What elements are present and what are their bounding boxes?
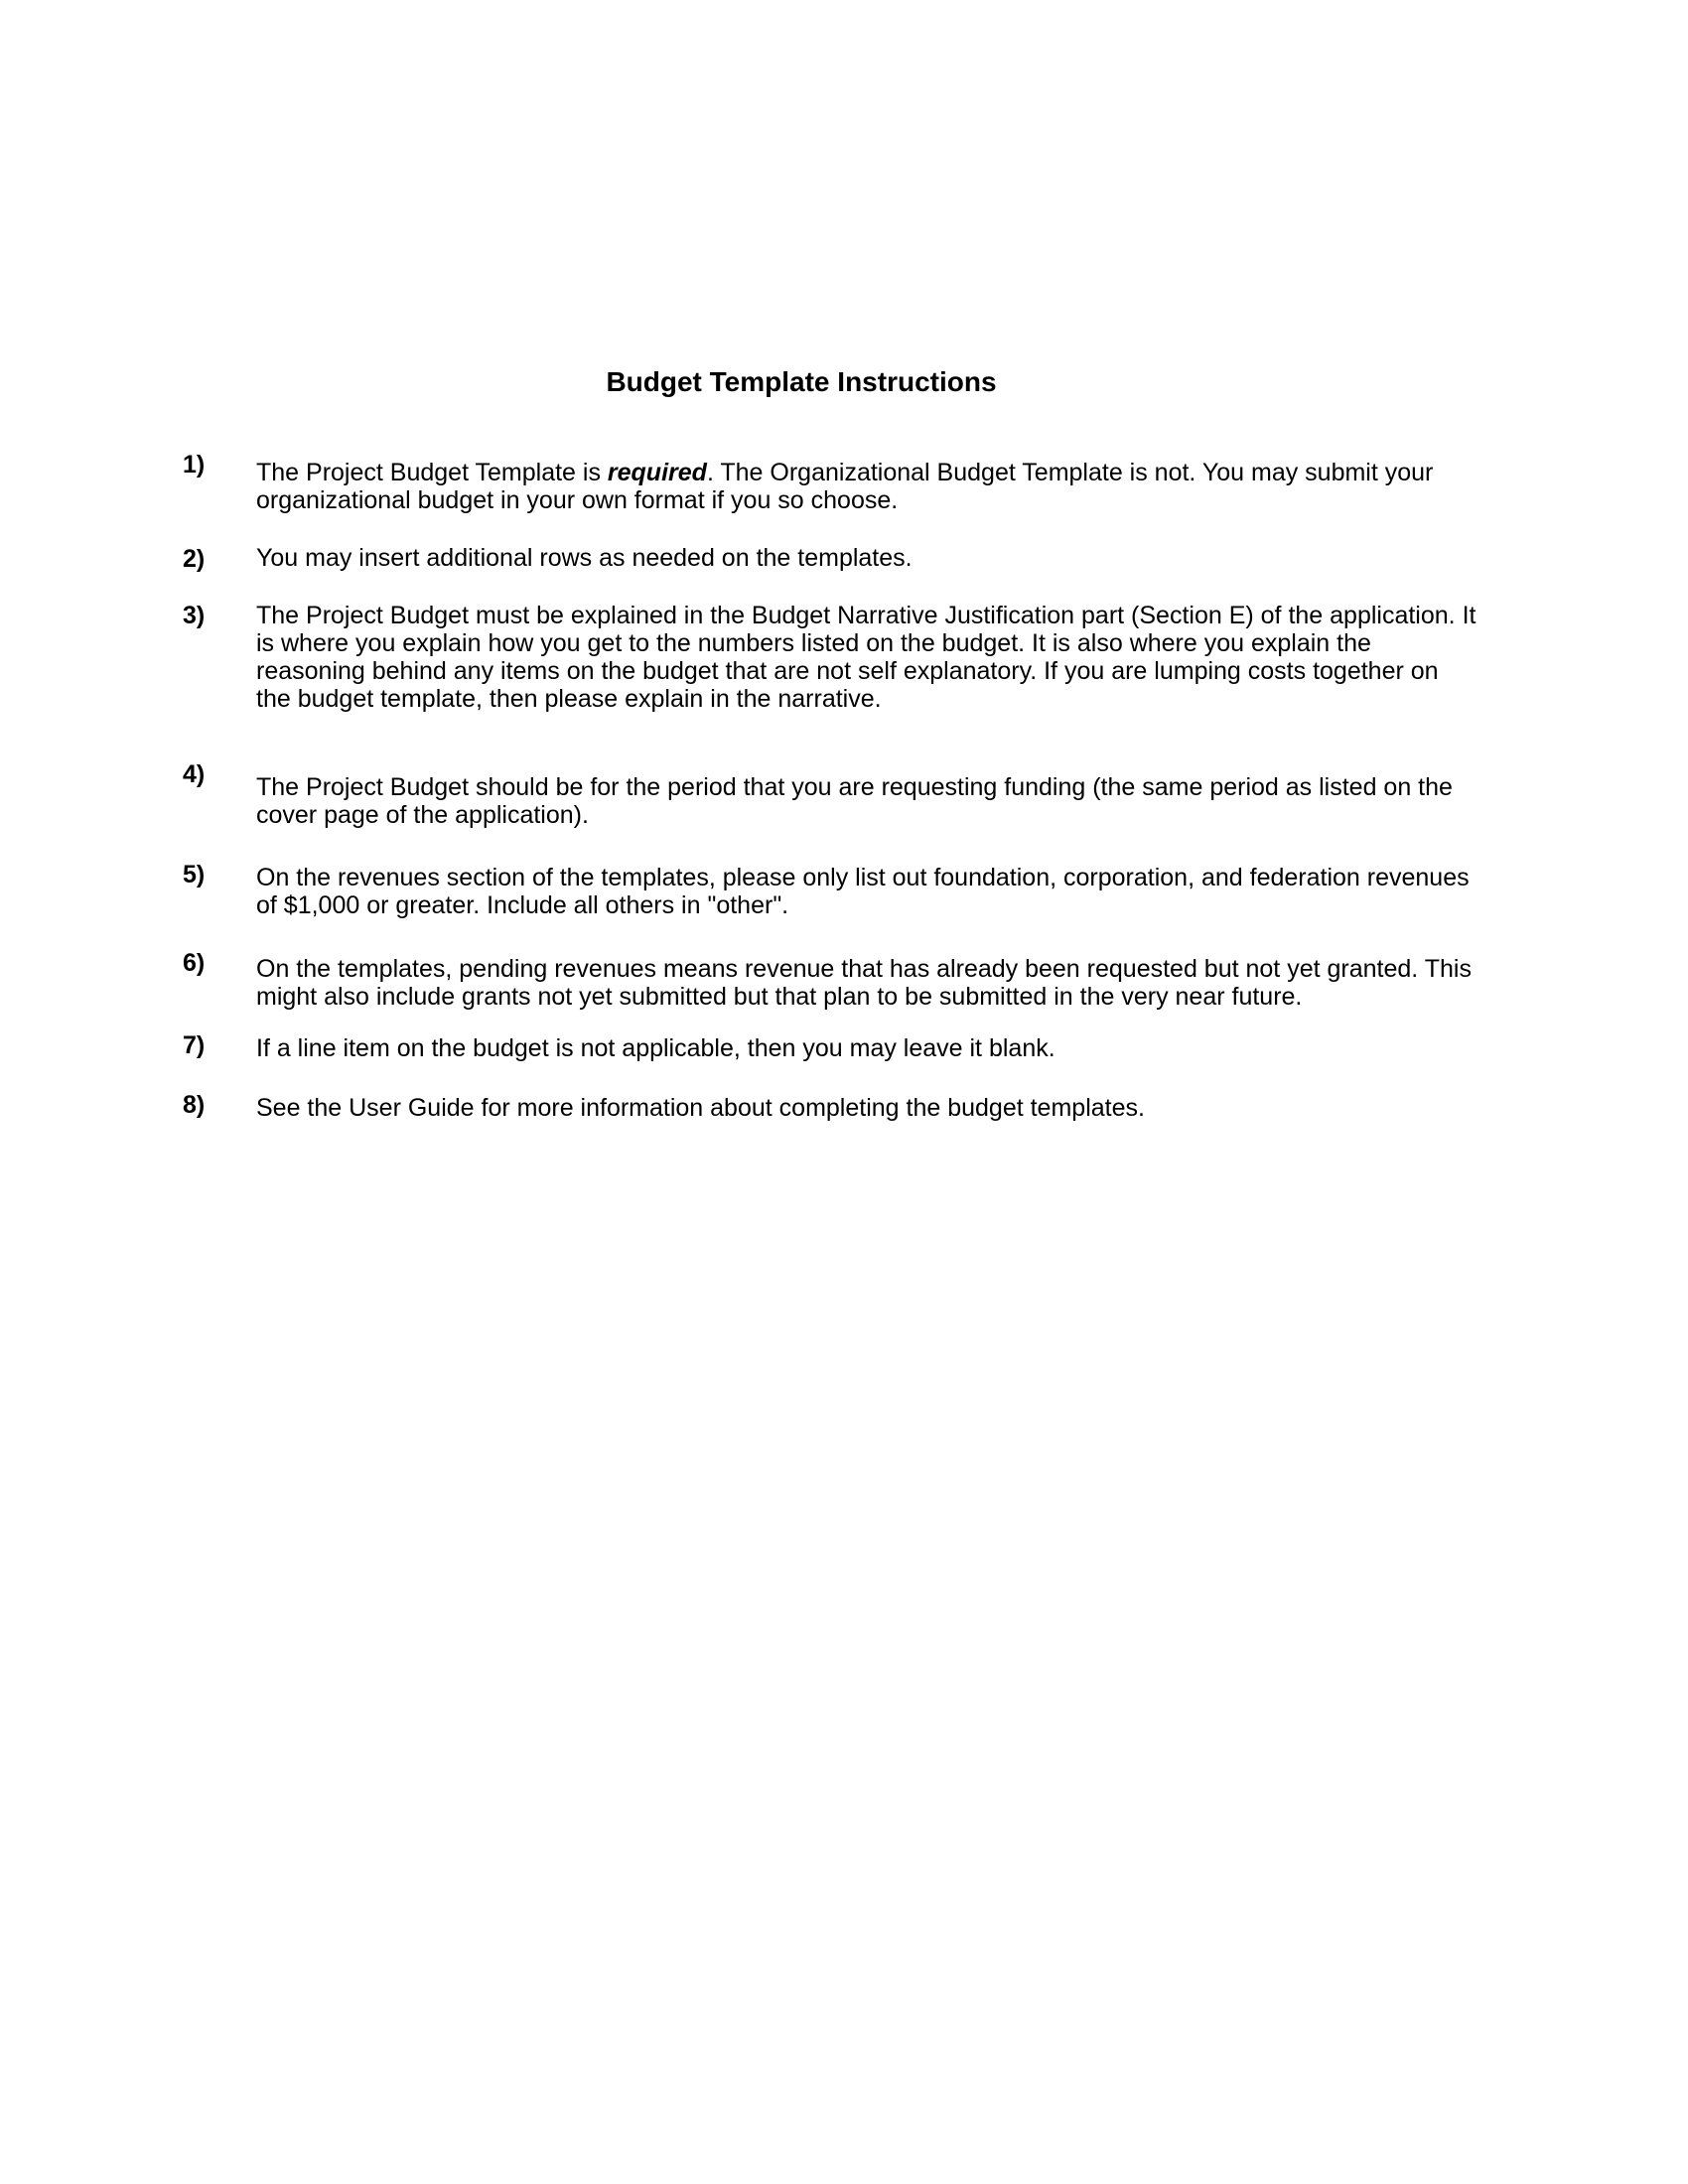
item-text: The Project Budget should be for the period that you are requesting funding (the same period as listed on the cover page of the application). <box>256 773 1453 829</box>
item-text <box>256 459 1477 514</box>
item-number: 7) <box>183 1031 206 1059</box>
item-number: 2) <box>183 545 206 573</box>
item-text-part: The Project Budget Template is <box>256 459 608 486</box>
item-number: 6) <box>183 949 206 977</box>
item-text: See the User Guide for more information about completing the budget templates. <box>256 1094 1145 1122</box>
item-text: On the templates, pending revenues means revenue that has already been requested but not yet granted. This might also include grants not yet submitted but that plan to be submitted in the very near future. <box>256 955 1472 1011</box>
item-number: 1) <box>183 451 206 478</box>
item-number: 3) <box>183 602 206 629</box>
item-number: 8) <box>183 1091 206 1119</box>
item-text: You may insert additional rows as needed on the templates. <box>256 544 913 572</box>
item-number: 4) <box>183 760 206 788</box>
item-text-part: . The Organizational Budget Template is not. You may submit your organizational budget in your own format if you so choose. <box>256 459 1434 514</box>
item-text: If a line item on the budget is not applicable, then you may leave it blank. <box>256 1034 1055 1062</box>
item-text: On the revenues section of the templates, please only list out foundation, corporation, and federation revenues of $1,000 or greater. Include all others in "other". <box>256 864 1470 919</box>
item-text: The Project Budget must be explained in the Budget Narrative Justification part (Section E) of the application. It is where you explain how you get to the numbers listed on the budget. It is also where you explain the reasoning behind any items on the budget that are not self explanatory. If you are lumping costs together on the budget template, then please explain in the narrative. <box>256 602 1477 713</box>
item-emphasis: required <box>607 459 707 486</box>
page-title: Budget Template Instructions <box>606 366 997 397</box>
item-number: 5) <box>183 861 206 888</box>
